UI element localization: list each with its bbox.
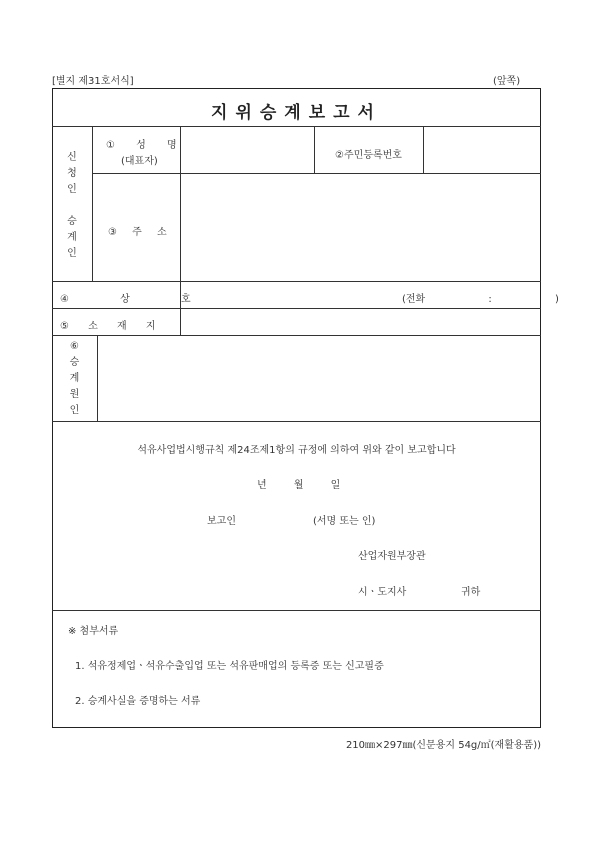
recipient-governor: 시ㆍ도지사	[358, 587, 407, 598]
representative-label: (대표자)	[121, 156, 158, 167]
succession-reason-label: ⑥ 승 계 원 인	[69, 341, 80, 416]
location-label: ⑤ 소 재 지	[60, 321, 156, 332]
recipient-minister: 산업자원부장관	[358, 551, 426, 562]
paper-spec: 210㎜×297㎜(신문용지 54g/㎡(재활용품))	[345, 740, 541, 751]
reporter-label: 보고인	[207, 516, 236, 527]
form-number: [별지 제31호서식]	[52, 76, 134, 87]
divider-declaration	[52, 610, 541, 611]
address-label: ③ 주 소	[108, 227, 167, 238]
phone-label: (전화 : )	[402, 294, 559, 305]
form-title: 지위승계보고서	[211, 103, 382, 123]
declaration-statement: 석유사업법시행규칙 제24조제1항의 규정에 의하여 위와 같이 보고합니다	[137, 445, 456, 456]
resident-id-label: ②주민등록번호	[335, 150, 402, 161]
page-side-label: (앞쪽)	[493, 76, 521, 87]
divider-reason	[52, 421, 541, 422]
attachment-item-2: 2. 승계사실을 증명하는 서류	[75, 696, 201, 707]
honorific: 귀하	[461, 587, 481, 598]
divider-applicant-group	[92, 126, 93, 281]
resident-id-field[interactable]	[424, 127, 540, 173]
address-field[interactable]	[181, 174, 540, 281]
signature-label: (서명 또는 인)	[313, 516, 376, 527]
applicant-group-label: 신 청 인 승 계 인	[67, 152, 77, 259]
attachments-heading: ※ 첨부서류	[68, 626, 119, 637]
location-field[interactable]	[181, 309, 540, 335]
name-field[interactable]	[181, 127, 314, 173]
trade-name-label: ④ 상 호	[60, 294, 191, 305]
name-label: ① 성 명	[106, 140, 177, 151]
report-date: 년 월 일	[257, 480, 341, 491]
attachment-item-1: 1. 석유정제업ㆍ석유수출입업 또는 석유판매업의 등록증 또는 신고필증	[75, 661, 384, 672]
succession-reason-field[interactable]	[98, 336, 540, 421]
